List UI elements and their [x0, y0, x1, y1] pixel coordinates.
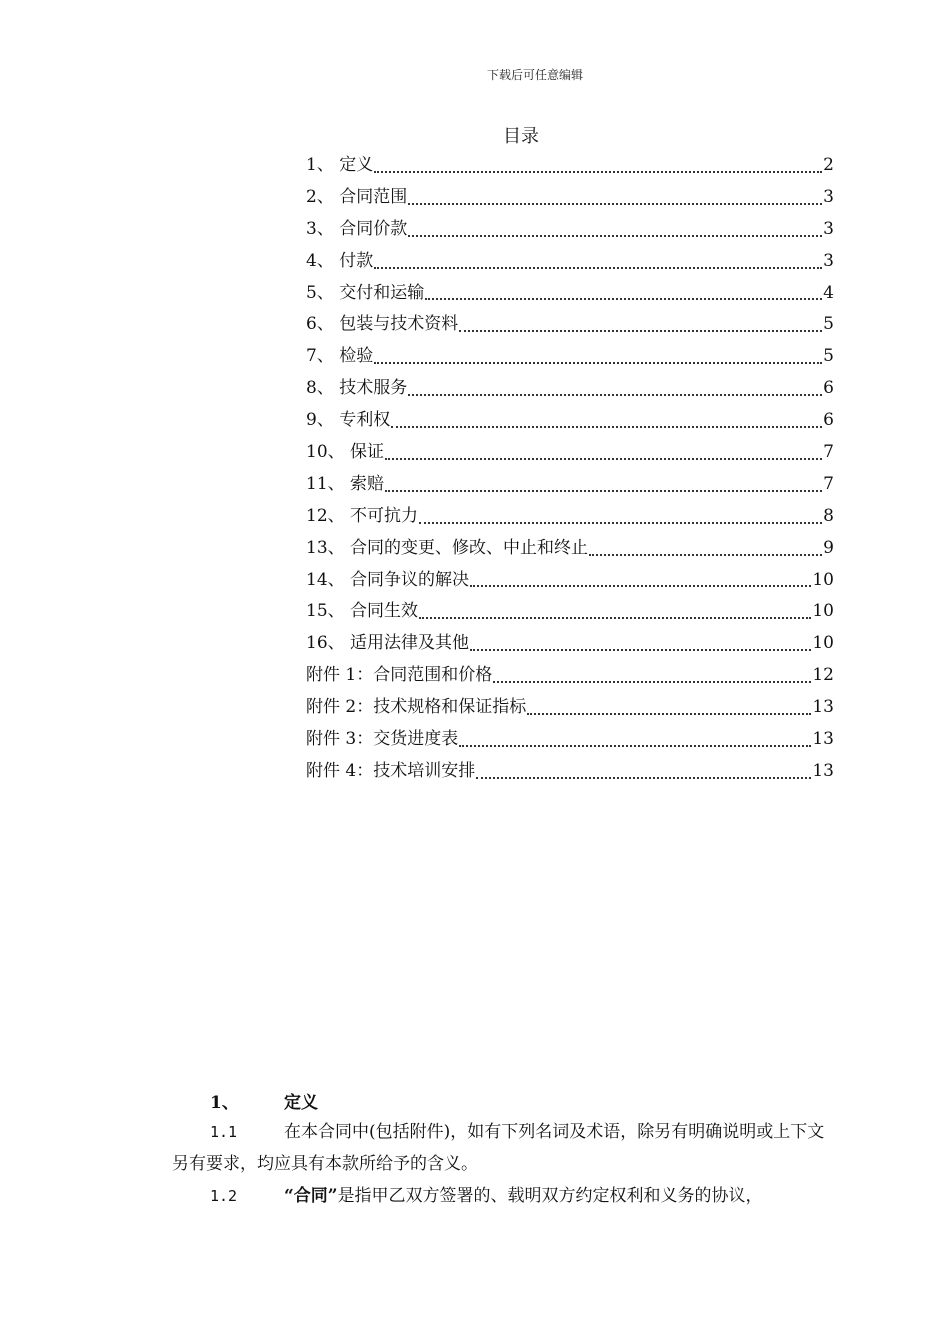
toc-page-number: 10 — [812, 601, 834, 622]
toc-page-number: 13 — [812, 760, 834, 781]
toc-entry[interactable] — [306, 501, 834, 533]
toc-entry-text: 11、 索赔 — [306, 473, 385, 494]
toc-entry-text: 2、 合同范围 — [306, 186, 408, 207]
toc-leader-dots — [589, 553, 822, 556]
toc-entry-text: 1、 定义 — [306, 155, 374, 175]
toc-leader-dots — [527, 712, 811, 715]
toc-page-number: 6 — [823, 410, 834, 431]
toc-entry[interactable] — [306, 341, 834, 373]
toc-entry[interactable] — [306, 756, 834, 788]
toc-entry-text: 3、 合同价款 — [306, 218, 408, 239]
clause-paragraph — [172, 1180, 837, 1212]
toc-entry-text: 附件 1：合同范围和价格 — [306, 665, 493, 686]
toc-leader-dots — [493, 680, 811, 683]
toc-entry[interactable] — [306, 278, 834, 310]
toc-entry[interactable] — [306, 309, 834, 341]
toc-page-number: 13 — [812, 697, 834, 718]
header-note: 下载后可任意编辑 — [486, 68, 583, 82]
toc-entry-text: 9、 专利权 — [306, 410, 391, 431]
toc-page-number: 8 — [823, 505, 834, 526]
defined-term: “合同” — [284, 1186, 338, 1206]
toc-entry-text: 附件 2：技术规格和保证指标 — [306, 697, 527, 718]
toc-page-number: 9 — [823, 537, 834, 558]
section-heading — [210, 1088, 318, 1113]
toc-entry[interactable] — [306, 246, 834, 278]
toc-entry-text: 5、 交付和运输 — [306, 282, 425, 303]
section-title: 定义 — [284, 1093, 318, 1113]
toc-leader-dots — [476, 776, 811, 779]
toc-entry[interactable] — [306, 692, 834, 724]
toc-page-number: 3 — [823, 218, 834, 239]
clause-text: 是指甲乙双方签署的、载明双方约定权利和义务的协议， — [337, 1186, 763, 1206]
toc-page-number: 10 — [812, 569, 834, 590]
toc-leader-dots — [408, 393, 822, 396]
toc-page-number: 7 — [823, 473, 834, 494]
toc-entry[interactable] — [306, 660, 834, 692]
toc-leader-dots — [419, 616, 811, 619]
toc-page-number: 5 — [823, 346, 834, 367]
toc-leader-dots — [470, 584, 811, 587]
toc-leader-dots — [459, 329, 822, 332]
toc-entry-text: 14、 合同争议的解决 — [306, 569, 470, 590]
toc-leader-dots — [374, 170, 822, 173]
toc-entry[interactable] — [306, 724, 834, 756]
clause-number: 1.2 — [210, 1187, 238, 1205]
toc-leader-dots — [470, 648, 811, 651]
toc-page-number: 4 — [823, 282, 834, 303]
toc-entry-text: 附件 3：交货进度表 — [306, 729, 459, 750]
toc-page-number: 10 — [812, 633, 834, 654]
toc-entry-text: 8、 技术服务 — [306, 378, 408, 399]
toc-entry-text: 12、 不可抗力 — [306, 505, 419, 526]
toc-entry[interactable] — [306, 596, 834, 628]
toc-entry-text: 7、 检验 — [306, 346, 374, 367]
toc-entry[interactable] — [306, 533, 834, 565]
toc-entry-text: 附件 4：技术培训安排 — [306, 760, 476, 781]
toc-entry[interactable] — [306, 628, 834, 660]
toc-page-number: 13 — [812, 729, 834, 750]
toc-entry-text: 15、 合同生效 — [306, 601, 419, 622]
toc-entry[interactable] — [306, 405, 834, 437]
toc-entry[interactable] — [306, 373, 834, 405]
toc-page-number: 3 — [823, 250, 834, 271]
toc-leader-dots — [408, 234, 822, 237]
toc-leader-dots — [385, 489, 822, 492]
toc-page-number: 6 — [823, 378, 834, 399]
toc-leader-dots — [419, 521, 822, 524]
toc-entry[interactable] — [306, 150, 834, 182]
clause-paragraph — [172, 1116, 837, 1180]
table-of-contents — [306, 150, 834, 788]
toc-title: 目录 — [503, 126, 539, 147]
toc-entry[interactable] — [306, 565, 834, 597]
toc-entry-text: 16、 适用法律及其他 — [306, 633, 470, 654]
toc-entry[interactable] — [306, 214, 834, 246]
toc-entry-text: 13、 合同的变更、修改、中止和终止 — [306, 537, 589, 558]
toc-page-number: 7 — [823, 442, 834, 463]
toc-page-number: 12 — [812, 665, 834, 686]
toc-entry[interactable] — [306, 182, 834, 214]
toc-entry[interactable] — [306, 469, 834, 501]
clause-text: 在本合同中(包括附件)，如有下列名词及术语，除另有明确说明或上下文另有要求，均应具有本款所给予的含义。 — [172, 1122, 825, 1174]
toc-leader-dots — [459, 744, 811, 747]
clause-number: 1.1 — [210, 1123, 238, 1141]
section-number: 1、 — [210, 1093, 239, 1113]
toc-page-number: 3 — [823, 186, 834, 207]
toc-entry-text: 6、 包装与技术资料 — [306, 314, 459, 335]
toc-leader-dots — [425, 297, 822, 300]
toc-page-number: 5 — [823, 314, 834, 335]
toc-entry-text: 10、 保证 — [306, 442, 385, 463]
toc-leader-dots — [374, 266, 822, 269]
toc-entry-text: 4、 付款 — [306, 250, 374, 271]
toc-entry[interactable] — [306, 437, 834, 469]
toc-leader-dots — [391, 425, 822, 428]
toc-leader-dots — [408, 202, 822, 205]
toc-page-number: 2 — [823, 155, 834, 175]
toc-leader-dots — [385, 457, 822, 460]
toc-leader-dots — [374, 361, 822, 364]
